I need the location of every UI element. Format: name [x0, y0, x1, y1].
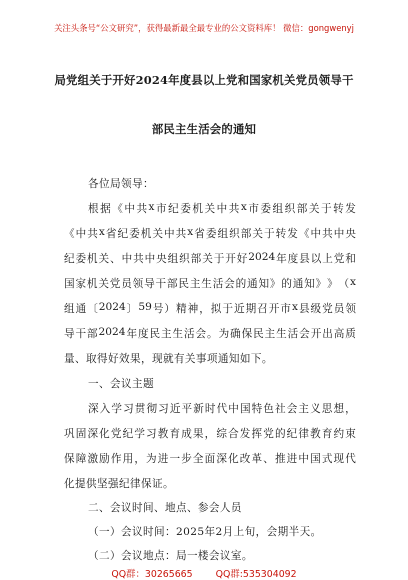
top-banner: 关注头条号“公文研究”，获得最新最全最专业的公文资料库！ 微信：gongwenyj — [54, 23, 354, 33]
paragraph-1-line: 量、取得好效果，现就有关事项通知如下。 — [64, 353, 273, 365]
paragraph-1-line: 国 家 机 关 党 员 领 导 干 部 民 主 生 活 会 的 通 知 》 的 通 知 》 》 （ x — [64, 276, 356, 290]
paragraph-2-line: 保 障 激 励 作 用 ， 为 进 一 步 全 面 深 化 改 革 、 推 进 中 国 式 现 代 — [64, 453, 356, 465]
meeting-location-item: （二）会议地点：局一楼会议室。 — [88, 550, 253, 562]
paragraph-2-line: 深 入 学 习 贯 彻 习 近 平 新 时 代 中 国 特 色 社 会 主 义 思 想 ， — [88, 403, 356, 415]
salutation: 各位局领导： — [88, 178, 154, 190]
paragraph-2-line: 化提供坚强纪律保证。 — [64, 478, 174, 490]
paragraph-2-line: 巩 固 深 化 党 纪 学 习 教 育 成 果 ， 综 合 发 挥 党 的 纪 律 教 育 约 束 — [64, 428, 356, 440]
footer-qq-group-2: QQ群:535304092 — [215, 569, 297, 580]
footer-qq-group-1: QQ群：30265665 — [111, 569, 193, 580]
meeting-time-item: （一）会议时间：2025年2月上旬，会期半天。 — [88, 526, 322, 538]
paragraph-1-line: 《 中 共 x 省 纪 委 机 关 中 共 x 省 委 组 织 部 关 于 转 发 《 中 共 中 央 — [64, 226, 356, 240]
footer-bar — [0, 566, 408, 580]
document-title-line-2: 部民主生活会的通知 — [151, 122, 257, 136]
paragraph-1-line: 根 据 《 中 共 x 市 纪 委 机 关 中 共 x 市 委 组 织 部 关 于 转 发 — [88, 201, 356, 215]
paragraph-1-line: 导 干 部 2024 年 度 民 主 生 活 会 。 为 确 保 民 主 生 活 会 开 出 高 质 — [64, 326, 356, 340]
section-2-heading-text: 二、会议时间、地点、参会人员 — [88, 502, 242, 514]
document-title-line-1: 局党组关于开好2024年度县以上党和国家机关党员领导干 — [54, 73, 354, 87]
section-1-heading: 一、会议主题 — [88, 378, 154, 390]
paragraph-1-line: 组 通 〔 2024 〕 59 号 ） 精 神 ， 拟 于 近 期 召 开 市 x 县 级 党 员 领 — [64, 301, 356, 315]
paragraph-1-line: 纪 委 机 关 、 中 共 中 央 组 织 部 关 于 开 好 2024 年 度 县 以 上 党 和 — [64, 251, 356, 265]
